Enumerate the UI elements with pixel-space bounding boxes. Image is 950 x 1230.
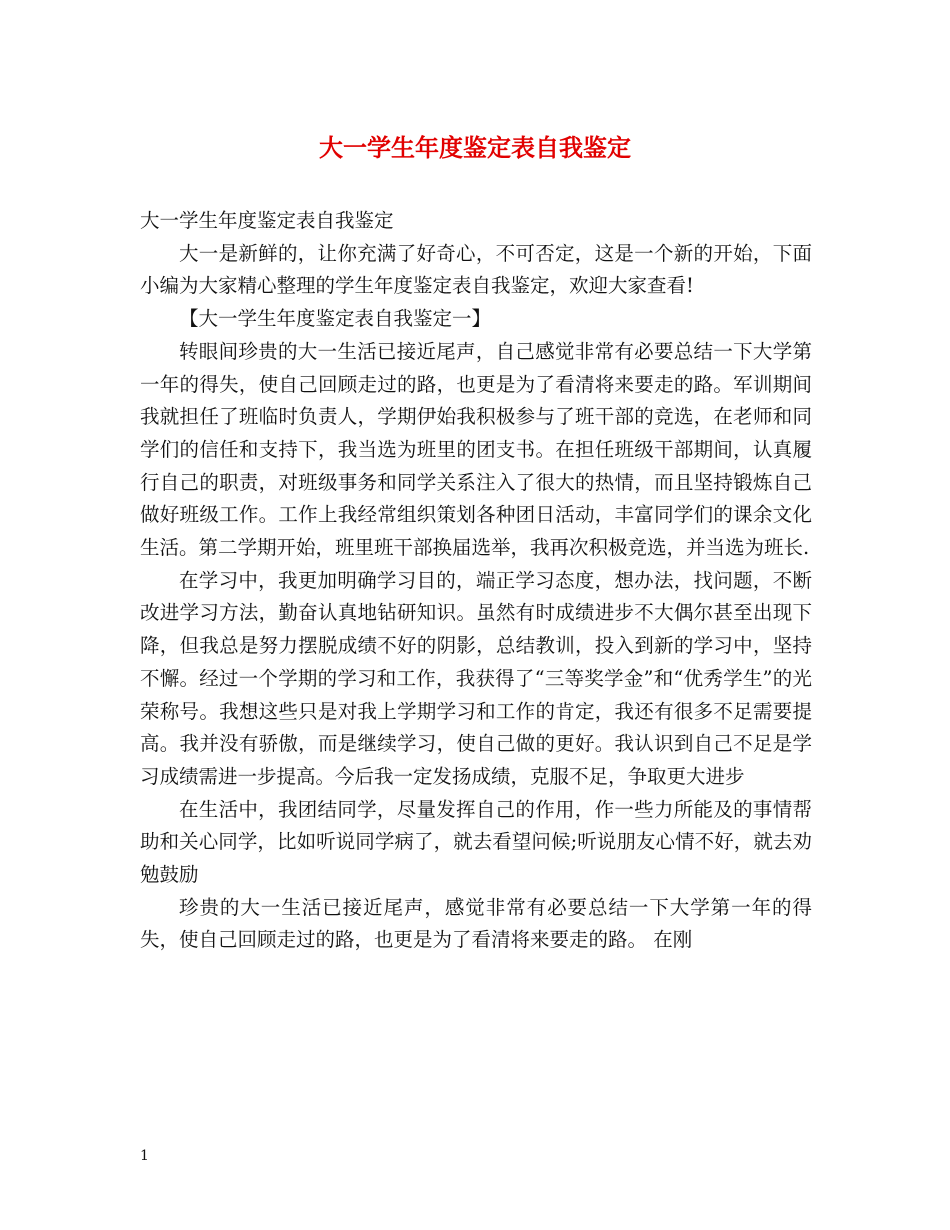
section-heading: 大一学生年度鉴定表自我鉴定	[140, 209, 394, 232]
body-paragraph: 在学习中，我更加明确学习目的，端正学习态度，想办法，找问题，不断改进学习方法，勤奋认真地钻研知识。虽然有时成绩进步不大偶尔甚至出现下降，但我总是努力摆脱成绩不好的阴影，总结教训，投入到新的学习中，坚持不懈。经过一个学期的学习和工作，我获得了“三等奖学金”和“优秀学生”的光荣称号。我想这些只是对我上学期学习和工作的肯定，我还有很多不足需要提高。我并没有骄傲，而是继续学习，使自己做的更好。我认识到自己不足是学习成绩需进一步提高。今后我一定发扬成绩，克服不足，争取更大进步	[140, 568, 812, 788]
body-paragraph: 转眼间珍贵的大一生活已接近尾声，自己感觉非常有必要总结一下大学第一年的得失，使自己回顾走过的路，也更是为了看清将来要走的路。军训期间我就担任了班临时负责人，学期伊始我积极参与了班干部的竞选，在老师和同学们的信任和支持下，我当选为班里的团支书。在担任班级干部期间，认真履行自己的职责，对班级事务和同学关系注入了很大的热情，而且坚持锻炼自己做好班级工作。工作上我经常组织策划各种团日活动，丰富同学们的课余文化生活。第二学期开始，班里班干部换届选举，我再次积极竞选，并当选为班长.	[140, 339, 812, 560]
document-body	[140, 205, 812, 957]
page-number: 1	[140, 1148, 149, 1164]
page-title: 大一学生年度鉴定表自我鉴定	[319, 133, 631, 162]
body-paragraph: 在生活中，我团结同学，尽量发挥自己的作用，作一些力所能及的事情帮助和关心同学，比如听说同学病了，就去看望问候;听说朋友心情不好，就去劝勉鼓励	[140, 797, 812, 887]
subsection-heading: 【大一学生年度鉴定表自我鉴定一】	[179, 307, 492, 331]
intro-paragraph: 大一是新鲜的，让你充满了好奇心，不可否定，这是一个新的开始，下面小编为大家精心整理的学生年度鉴定表自我鉴定，欢迎大家查看!	[140, 241, 812, 298]
body-paragraph: 珍贵的大一生活已接近尾声，感觉非常有必要总结一下大学第一年的得失，使自己回顾走过的路，也更是为了看清将来要走的路。 在刚	[140, 895, 812, 952]
